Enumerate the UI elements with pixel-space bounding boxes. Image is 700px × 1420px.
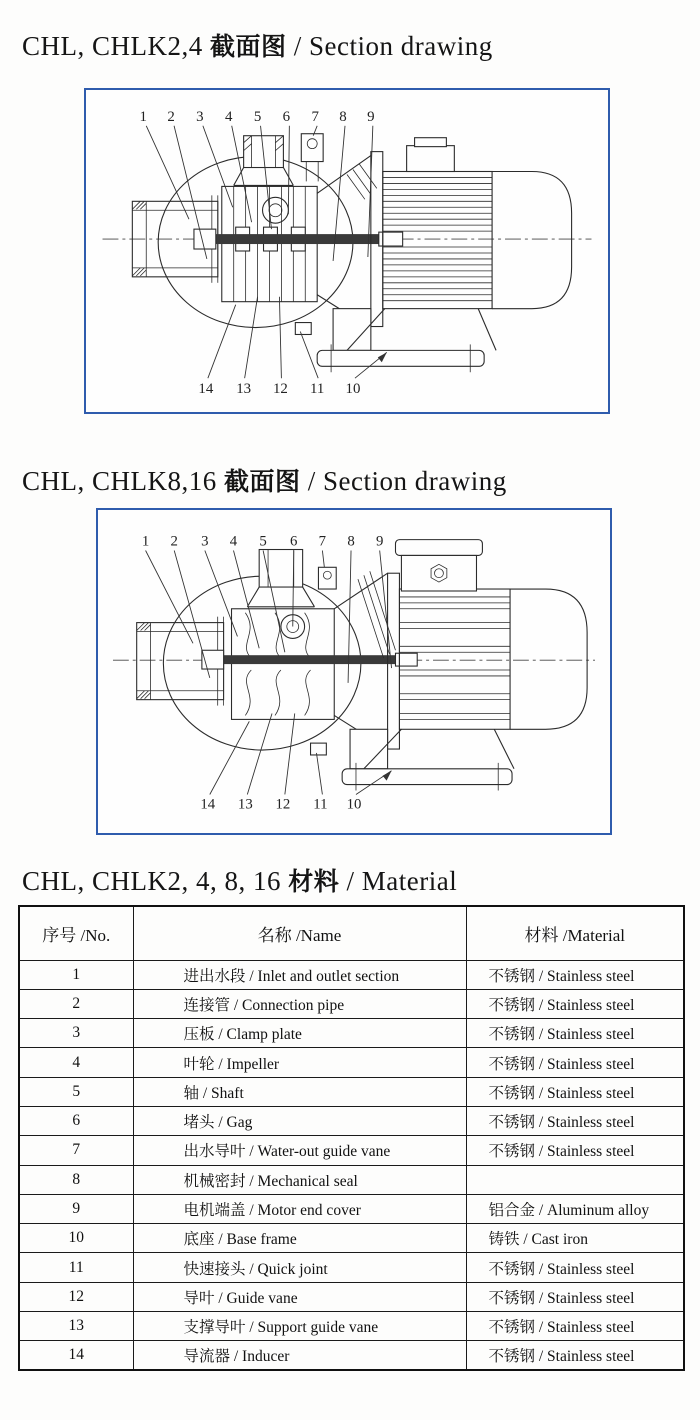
section-drawing-box-chlk24 — [84, 88, 610, 414]
part-label: 3 — [196, 108, 204, 125]
part-label: 5 — [253, 108, 262, 125]
cell-name: 进出水段 / Inlet and outlet section — [133, 960, 466, 989]
cell-no: 4 — [19, 1048, 133, 1077]
cell-no: 6 — [19, 1106, 133, 1135]
material-table — [18, 905, 685, 1371]
section1-title-rest: / Section drawing — [293, 31, 493, 61]
section2-title-rest: / Section drawing — [307, 466, 507, 496]
table-row — [19, 1194, 684, 1223]
cell-name: 出水导叶 / Water-out guide vane — [133, 1136, 466, 1165]
cell-name: 导叶 / Guide vane — [133, 1282, 466, 1311]
part-label: 14 — [200, 796, 216, 813]
cell-no: 9 — [19, 1194, 133, 1223]
cell-name: 连接管 / Connection pipe — [133, 989, 466, 1018]
part-label: 9 — [375, 533, 384, 550]
table-row — [19, 1224, 684, 1253]
table-row — [19, 989, 684, 1018]
part-label: 9 — [367, 108, 375, 125]
part-label: 7 — [318, 533, 327, 550]
cell-name: 快速接头 / Quick joint — [133, 1253, 466, 1282]
part-label: 3 — [201, 533, 209, 550]
section1-title — [22, 27, 493, 63]
cell-material: 铝合金 / Aluminum alloy — [466, 1194, 684, 1223]
table-row — [19, 1136, 684, 1165]
cell-name: 底座 / Base frame — [133, 1224, 466, 1253]
cell-material: 不锈钢 / Stainless steel — [466, 1312, 684, 1341]
section1-title-cjk: 截面图 — [210, 32, 287, 61]
cell-name: 叶轮 / Impeller — [133, 1048, 466, 1077]
part-label: 10 — [345, 381, 361, 398]
section3-title — [22, 862, 457, 898]
pump-section-drawing-chlk816 — [98, 510, 610, 833]
section-drawing-box-chlk816 — [96, 508, 612, 835]
part-label: 11 — [313, 796, 328, 813]
cell-material: 不锈钢 / Stainless steel — [466, 1341, 684, 1370]
cell-no: 1 — [19, 960, 133, 989]
pump-section-drawing-chlk24 — [86, 90, 608, 412]
column-header-name: 名称 /Name — [133, 906, 466, 960]
part-label: 8 — [347, 533, 355, 550]
cell-name: 堵头 / Gag — [133, 1106, 466, 1135]
part-label: 10 — [346, 796, 362, 813]
section3-title-rest: / Material — [346, 866, 458, 896]
section3-title-cjk: 材料 — [288, 867, 340, 896]
table-row — [19, 1077, 684, 1106]
part-label: 2 — [170, 533, 178, 550]
cell-name: 电机端盖 / Motor end cover — [133, 1194, 466, 1223]
table-row — [19, 1048, 684, 1077]
cell-material: 不锈钢 / Stainless steel — [466, 1019, 684, 1048]
cell-material: 不锈钢 / Stainless steel — [466, 1048, 684, 1077]
table-header-row — [19, 906, 684, 960]
section2-title-cjk: 截面图 — [224, 467, 301, 496]
cell-material: 不锈钢 / Stainless steel — [466, 1282, 684, 1311]
cell-material — [466, 1165, 684, 1194]
part-label: 12 — [272, 381, 288, 398]
part-label: 5 — [259, 533, 267, 550]
cell-material: 不锈钢 / Stainless steel — [466, 1253, 684, 1282]
cell-name: 导流器 / Inducer — [133, 1341, 466, 1370]
part-label: 4 — [225, 108, 233, 125]
table-row — [19, 960, 684, 989]
cell-no: 7 — [19, 1136, 133, 1165]
cell-material: 不锈钢 / Stainless steel — [466, 1136, 684, 1165]
cell-no: 11 — [19, 1253, 133, 1282]
cell-no: 13 — [19, 1312, 133, 1341]
part-label: 14 — [198, 381, 214, 398]
part-label: 1 — [139, 108, 147, 125]
part-label: 11 — [310, 381, 325, 398]
part-label: 2 — [167, 108, 175, 125]
cell-no: 12 — [19, 1282, 133, 1311]
part-label: 13 — [236, 381, 252, 398]
part-label: 6 — [282, 108, 291, 125]
section2-title — [22, 462, 507, 498]
table-row — [19, 1253, 684, 1282]
section2-title-model: CHL, CHLK8,16 — [22, 466, 217, 496]
table-row — [19, 1312, 684, 1341]
cell-no: 14 — [19, 1341, 133, 1370]
part-label: 12 — [275, 796, 291, 813]
cell-no: 2 — [19, 989, 133, 1018]
table-row — [19, 1019, 684, 1048]
cell-name: 机械密封 / Mechanical seal — [133, 1165, 466, 1194]
table-row — [19, 1165, 684, 1194]
section1-title-model: CHL, CHLK2,4 — [22, 31, 203, 61]
cell-name: 压板 / Clamp plate — [133, 1019, 466, 1048]
cell-no: 10 — [19, 1224, 133, 1253]
column-header-no: 序号 /No. — [19, 906, 133, 960]
part-label: 7 — [311, 108, 319, 125]
cell-material: 不锈钢 / Stainless steel — [466, 960, 684, 989]
section3-title-model: CHL, CHLK2, 4, 8, 16 — [22, 866, 281, 896]
cell-material: 不锈钢 / Stainless steel — [466, 1106, 684, 1135]
table-row — [19, 1106, 684, 1135]
cell-no: 8 — [19, 1165, 133, 1194]
part-label: 4 — [229, 533, 238, 550]
table-row — [19, 1282, 684, 1311]
cell-no: 5 — [19, 1077, 133, 1106]
part-label: 6 — [290, 533, 298, 550]
cell-material: 不锈钢 / Stainless steel — [466, 989, 684, 1018]
part-label: 13 — [237, 796, 253, 813]
part-label: 1 — [141, 533, 150, 550]
cell-material: 铸铁 / Cast iron — [466, 1224, 684, 1253]
cell-material: 不锈钢 / Stainless steel — [466, 1077, 684, 1106]
cell-name: 轴 / Shaft — [133, 1077, 466, 1106]
cell-name: 支撑导叶 / Support guide vane — [133, 1312, 466, 1341]
part-label: 8 — [339, 108, 347, 125]
table-row — [19, 1341, 684, 1370]
column-header-material: 材料 /Material — [466, 906, 684, 960]
cell-no: 3 — [19, 1019, 133, 1048]
